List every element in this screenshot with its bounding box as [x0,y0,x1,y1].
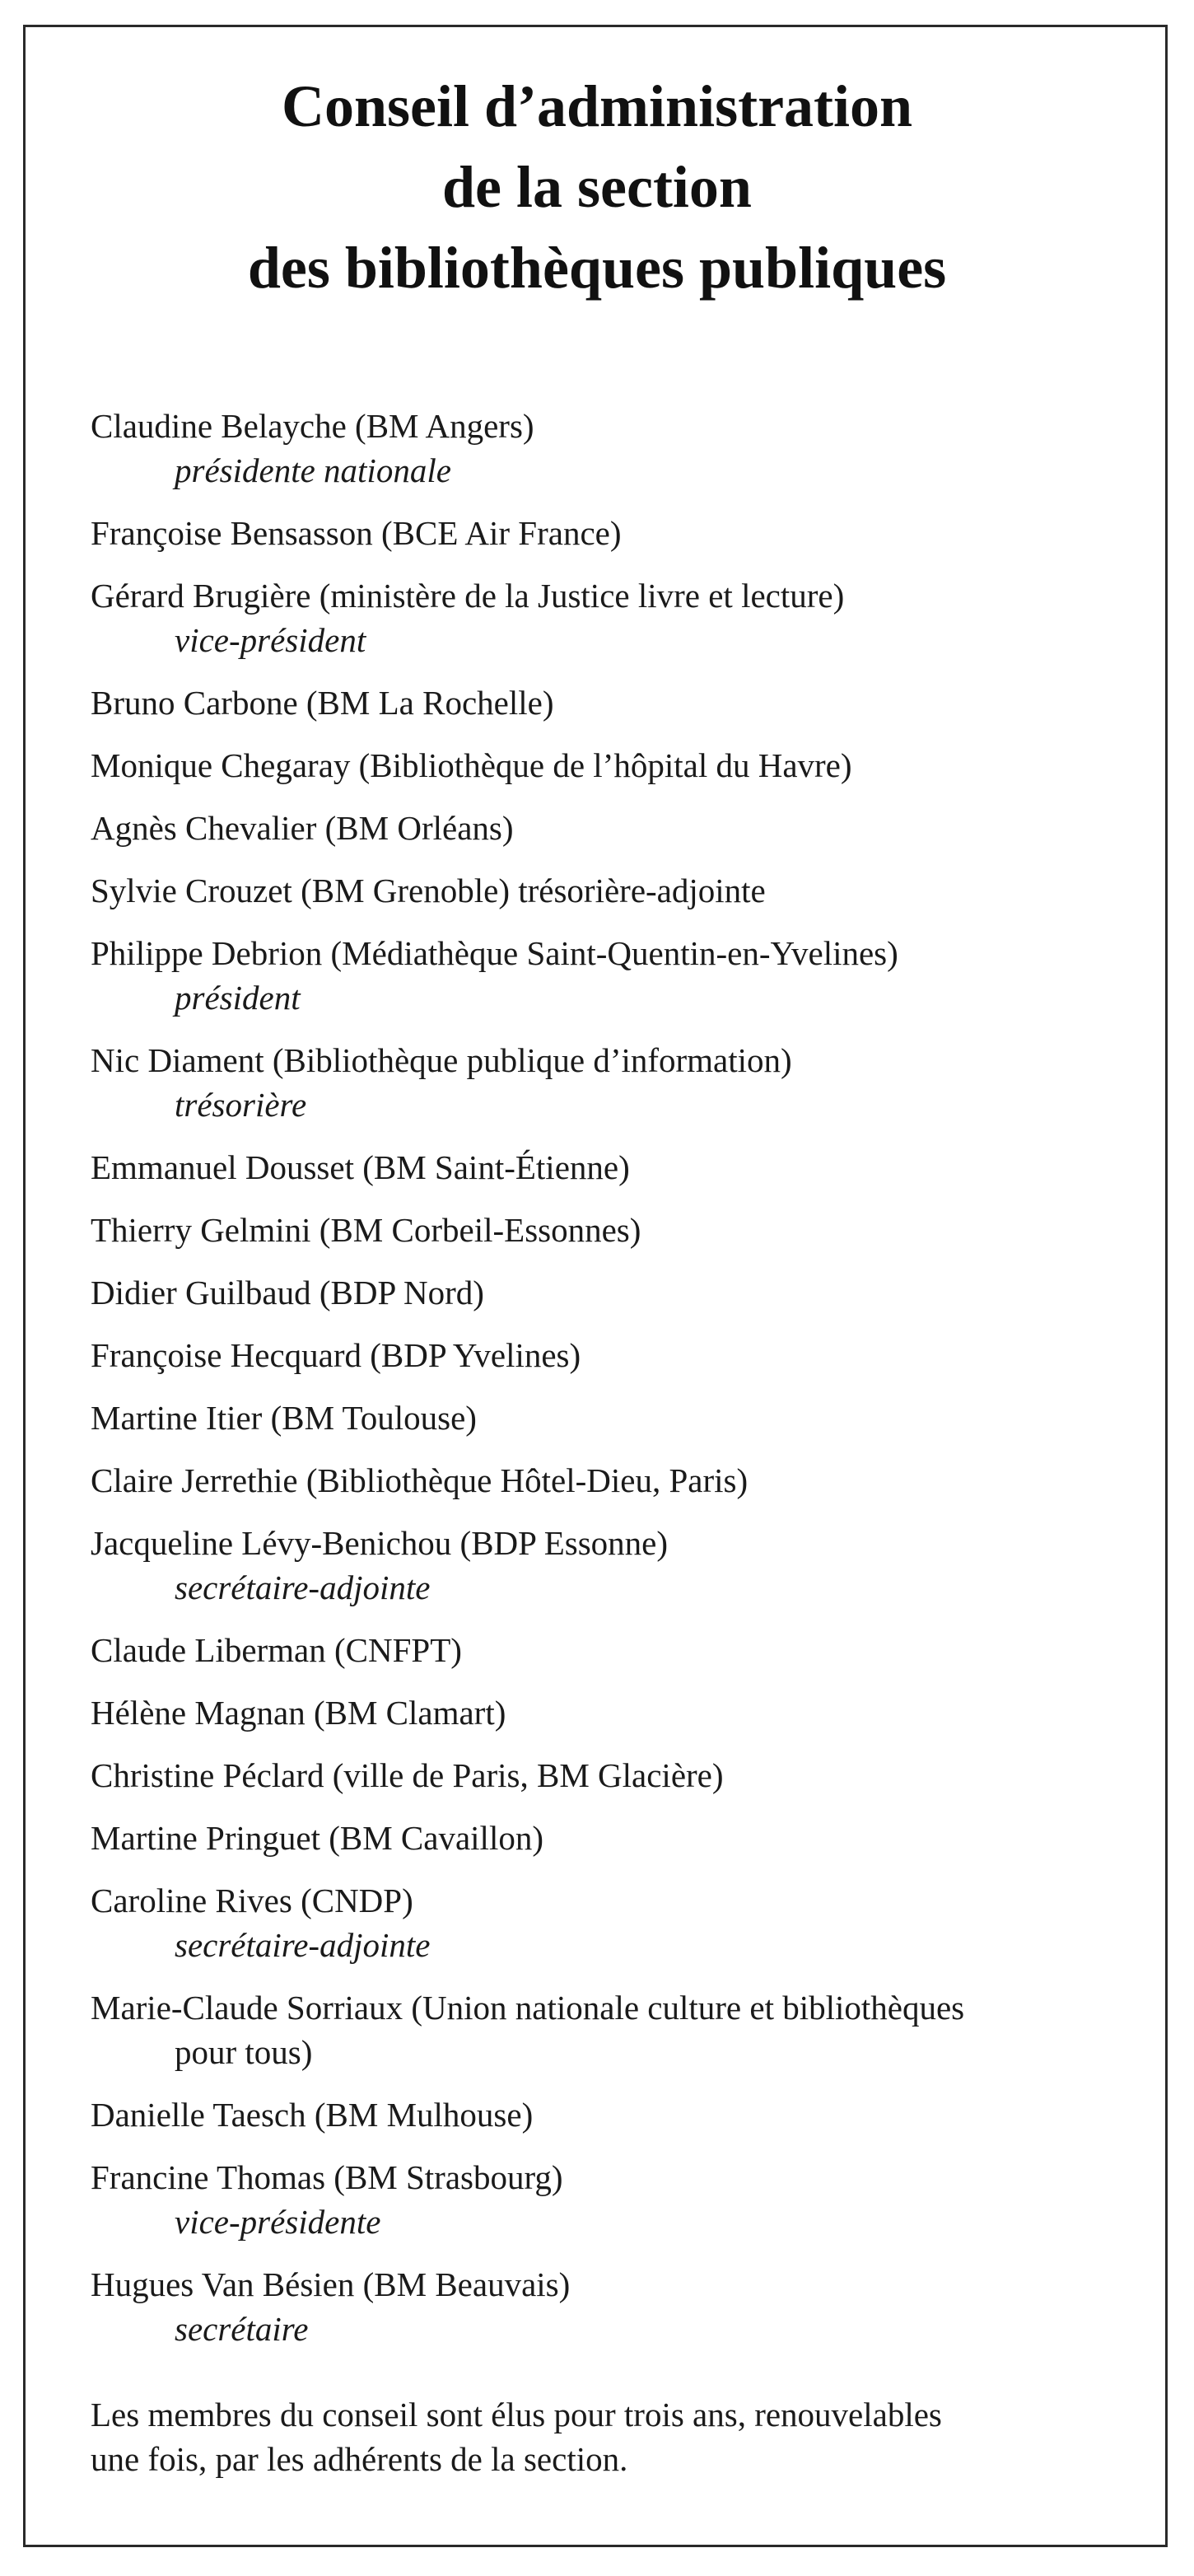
member-entry [91,680,1128,725]
member-role: présidente nationale [175,451,451,489]
member-entry [91,1145,1128,1190]
member-name: Hugues Van Bésien (BM Beauvais) [91,2265,571,2303]
member-name: Danielle Taesch (BM Mulhouse) [91,2096,534,2134]
member-entry [91,1985,1128,2074]
member-role: trésorière [175,1086,307,1124]
member-name: Didier Guilbaud (BDP Nord) [91,1274,484,1311]
member-name: Françoise Bensasson (BCE Air France) [91,514,622,552]
member-name: Caroline Rives (CNDP) [91,1882,413,1919]
member-entry [91,1753,1128,1798]
page-title [0,66,1194,308]
member-entry [91,1690,1128,1735]
title-line-1: Conseil d’administration [281,73,913,139]
footer-line-1: Les membres du conseil sont élus pour trois ans, renouvelables [91,2396,942,2433]
member-name: Nic Diament (Bibliothèque publique d’information) [91,1041,792,1079]
member-name: Martine Itier (BM Toulouse) [91,1399,477,1437]
member-name: Emmanuel Dousset (BM Saint-Étienne) [91,1148,630,1186]
member-entry [91,806,1128,850]
member-name: Claudine Belayche (BM Angers) [91,407,534,445]
member-entry [91,1270,1128,1315]
footer-line-2: une fois, par les adhérents de la section. [91,2440,628,2478]
member-name: Francine Thomas (BM Strasbourg) [91,2158,563,2196]
member-role: président [175,979,301,1017]
title-line-3: des bibliothèques publiques [247,235,947,301]
member-name: Martine Pringuet (BM Cavaillon) [91,1819,543,1857]
member-entry [91,511,1128,555]
member-name-continued: pour tous) [175,2033,313,2071]
member-name: Hélène Magnan (BM Clamart) [91,1694,506,1732]
member-entry [91,404,1128,493]
member-entry [91,868,1128,913]
member-list [91,404,1128,2369]
member-name: Françoise Hecquard (BDP Yvelines) [91,1336,581,1374]
member-role: secrétaire-adjointe [175,1926,431,1964]
member-role: vice-président [175,621,366,659]
member-role: secrétaire [175,2310,309,2348]
member-entry [91,931,1128,1020]
member-name: Christine Péclard (ville de Paris, BM Glacière) [91,1756,724,1794]
member-name: Thierry Gelmini (BM Corbeil-Essonnes) [91,1211,641,1249]
title-line-2: de la section [442,154,752,220]
member-entry [91,2092,1128,2137]
member-entry [91,2262,1128,2351]
member-name: Jacqueline Lévy-Benichou (BDP Essonne) [91,1524,669,1562]
member-entry [91,1458,1128,1503]
member-name: Agnès Chevalier (BM Orléans) [91,809,514,847]
member-entry [91,1628,1128,1672]
member-name: Monique Chegaray (Bibliothèque de l’hôpital du Havre) [91,746,852,784]
member-role: vice-présidente [175,2203,381,2241]
member-entry [91,1396,1128,1440]
member-entry [91,573,1128,662]
member-name: Bruno Carbone (BM La Rochelle) [91,684,554,722]
member-name: Philippe Debrion (Médiathèque Saint-Quentin-en-Yvelines) [91,934,898,972]
member-entry [91,2155,1128,2244]
member-name: Claude Liberman (CNFPT) [91,1631,462,1669]
member-role: secrétaire-adjointe [175,1569,431,1606]
member-entry [91,1878,1128,1967]
member-entry [91,1038,1128,1127]
member-name: Sylvie Crouzet (BM Grenoble) trésorière-adjointe [91,872,766,909]
footer-note [91,2392,1112,2481]
member-entry [91,1816,1128,1860]
member-name: Claire Jerrethie (Bibliothèque Hôtel-Dieu, Paris) [91,1461,749,1499]
member-entry [91,1521,1128,1610]
member-entry [91,1208,1128,1252]
member-name: Gérard Brugière (ministère de la Justice livre et lecture) [91,577,845,615]
member-name: Marie-Claude Sorriaux (Union nationale culture et bibliothèques [91,1989,965,2027]
member-entry [91,743,1128,788]
member-entry [91,1333,1128,1377]
